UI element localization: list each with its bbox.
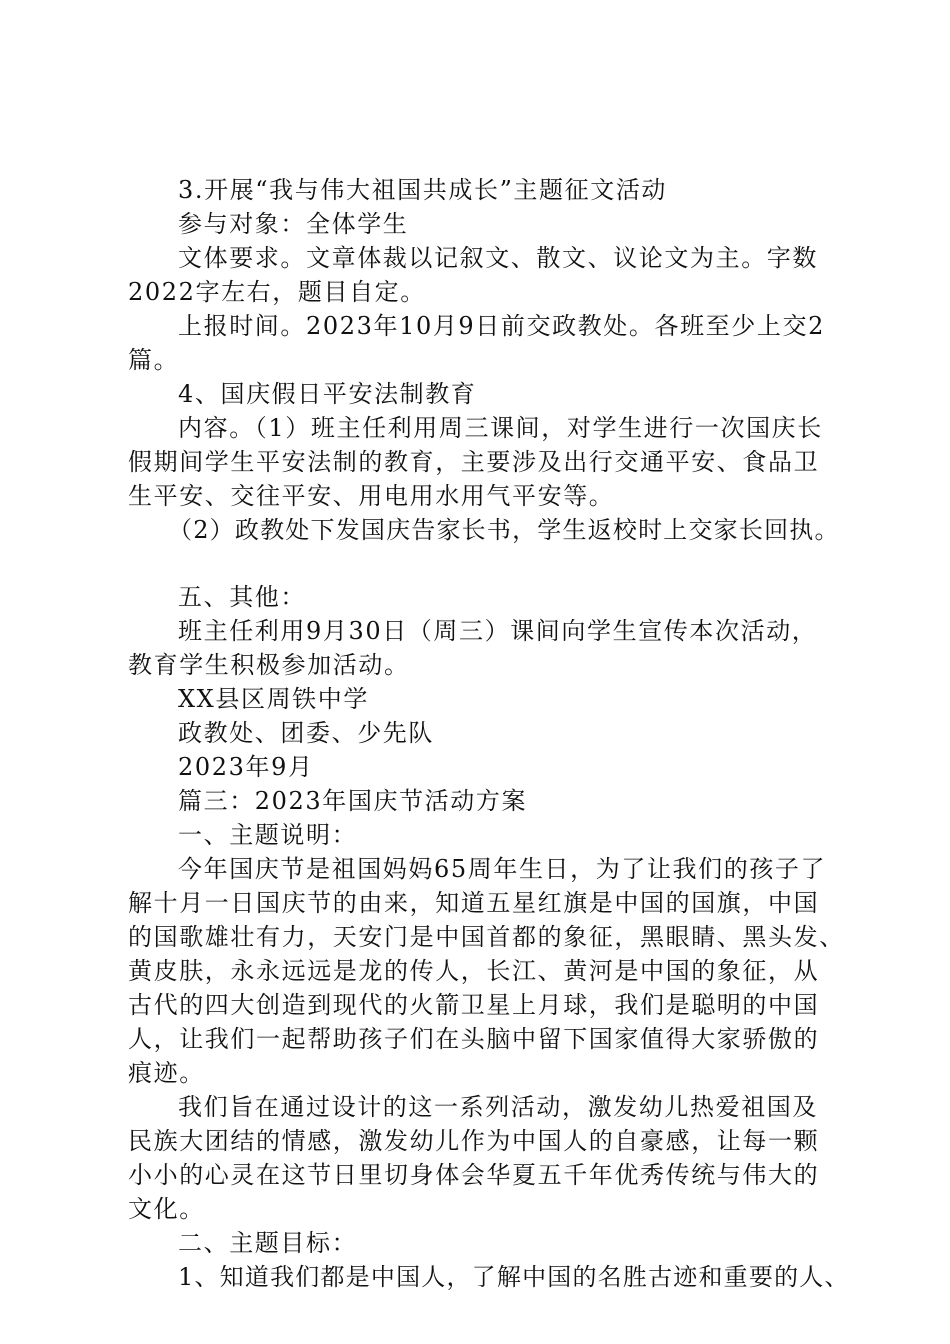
- section-heading-other: 五、其他：: [178, 583, 306, 611]
- paragraph-line-theme-6: 人，让我们一起帮助孩子们在头脑中留下国家值得大家骄傲的: [128, 1025, 820, 1053]
- paragraph-line-theme-4: 黄皮肤，永永远远是龙的传人，长江、黄河是中国的象征，从: [128, 957, 820, 985]
- paragraph-line-other-1: 班主任利用9月30日（周三）课间向学生宣传本次活动，: [178, 617, 818, 645]
- paragraph-line-content-1: 内容。（1）班主任利用周三课间，对学生进行一次国庆长: [178, 414, 823, 442]
- paragraph-line-requirements: 文体要求。文章体裁以记叙文、散文、议论文为主。字数: [178, 244, 818, 272]
- paragraph-line-content-2: 假期间学生平安法制的教育，主要涉及出行交通平安、食品卫: [128, 448, 820, 476]
- paragraph-line-aim-2: 民族大团结的情感，激发幼儿作为中国人的自豪感，让每一颗: [128, 1127, 820, 1155]
- signature-date: 2023年9月: [178, 753, 314, 781]
- paragraph-line-theme-1: 今年国庆节是祖国妈妈65周年生日，为了让我们的孩子了: [178, 855, 827, 883]
- section-heading-theme-goals: 二、主题目标：: [178, 1229, 358, 1257]
- paragraph-line-activity-3-title: 3.开展“我与伟大祖国共成长”主题征文活动: [178, 176, 668, 204]
- paragraph-line-content-4: （2）政教处下发国庆告家长书，学生返校时上交家长回执。: [168, 516, 840, 544]
- paragraph-line-submit-time-cont: 篇。: [128, 346, 180, 374]
- paragraph-line-aim-3: 小小的心灵在这节日里切身体会华夏五千年优秀传统与伟大的: [128, 1161, 820, 1189]
- paragraph-line-participants: 参与对象：全体学生: [178, 210, 409, 238]
- signature-school: XX县区周铁中学: [178, 685, 369, 713]
- chapter-title: 篇三：2023年国庆节活动方案: [178, 787, 528, 815]
- paragraph-line-theme-5: 古代的四大创造到现代的火箭卫星上月球，我们是聪明的中国: [128, 991, 820, 1019]
- paragraph-line-theme-2: 解十月一日国庆节的由来，知道五星红旗是中国的国旗，中国: [128, 889, 820, 917]
- paragraph-line-theme-3: 的国歌雄壮有力，天安门是中国首都的象征，黑眼睛、黑头发、: [128, 923, 845, 951]
- paragraph-line-other-2: 教育学生积极参加活动。: [128, 651, 410, 679]
- paragraph-line-submit-time: 上报时间。2023年10月9日前交政教处。各班至少上交2: [178, 312, 825, 340]
- signature-departments: 政教处、团委、少先队: [178, 719, 434, 747]
- paragraph-line-activity-4-title: 4、国庆假日平安法制教育: [178, 380, 477, 408]
- paragraph-line-content-3: 生平安、交往平安、用电用水用气平安等。: [128, 482, 615, 510]
- paragraph-line-theme-7: 痕迹。: [128, 1059, 205, 1087]
- section-heading-theme-description: 一、主题说明：: [178, 821, 358, 849]
- paragraph-line-requirements-cont: 2022字左右，题目自定。: [128, 278, 426, 306]
- paragraph-line-aim-1: 我们旨在通过设计的这一系列活动，激发幼儿热爱祖国及: [178, 1093, 818, 1121]
- paragraph-line-aim-4: 文化。: [128, 1195, 205, 1223]
- paragraph-line-goal-1: 1、知道我们都是中国人，了解中国的名胜古迹和重要的人、: [178, 1263, 850, 1291]
